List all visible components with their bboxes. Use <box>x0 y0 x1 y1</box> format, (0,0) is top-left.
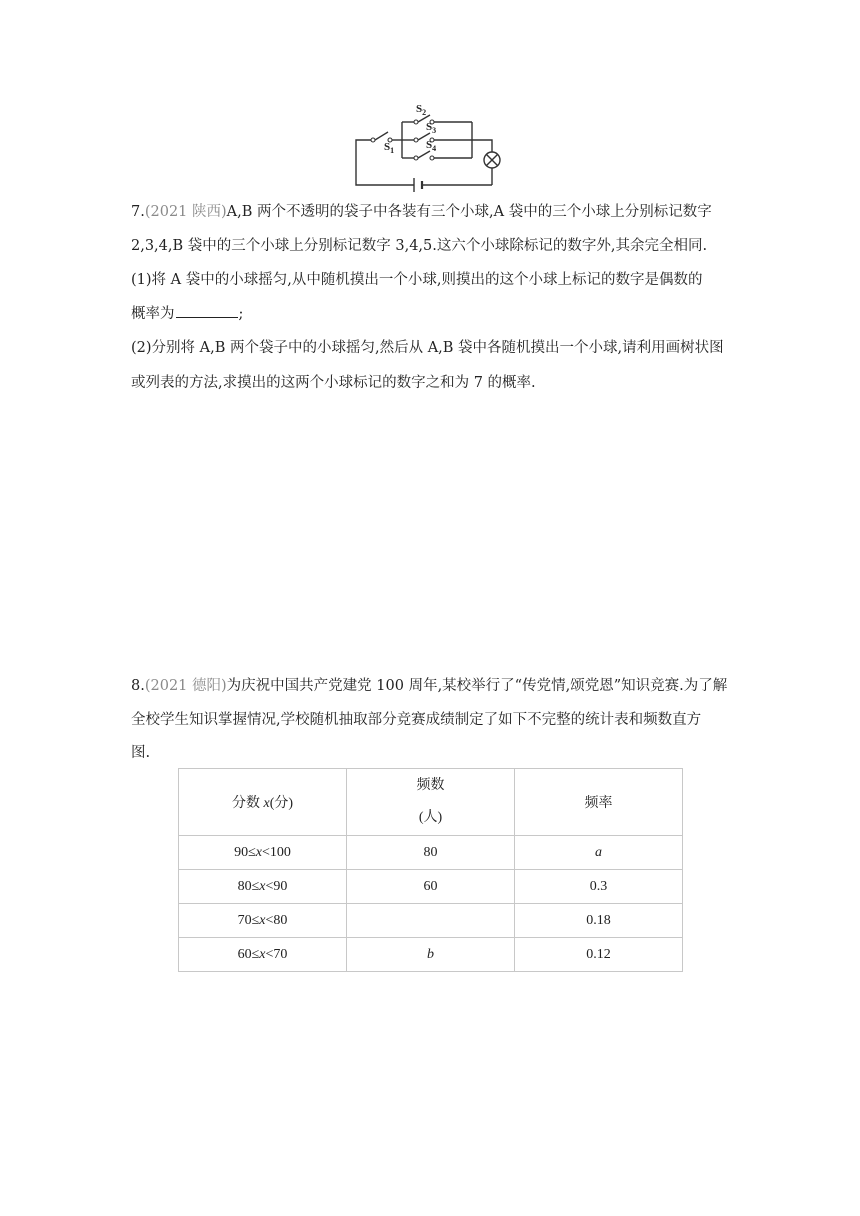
table-row <box>179 938 683 972</box>
frequency-value: 80 <box>347 836 515 870</box>
score-range: 90≤x<100 <box>179 836 347 870</box>
switch-s3-label: $S_3$ <box>426 121 437 135</box>
q8-number: 8. <box>131 678 145 694</box>
q7-source: (2021 陕西) <box>144 204 227 220</box>
q7-line-1 <box>131 202 733 222</box>
switch-s3-contact-a <box>414 138 418 142</box>
q7-part2-line-1: (2)分别将 A,B 两个袋子中的小球摇匀,然后从 A,B 袋中各随机摸出一个小球,请利用画树状图 <box>131 340 724 356</box>
header-frequency: 频数 (人) <box>347 769 515 836</box>
switch-s1-blade <box>375 132 388 140</box>
q7-text-1: A,B 两个不透明的袋子中各装有三个小球,A 袋中的三个小球上分别标记数字 <box>226 204 712 220</box>
q7-number: 7. <box>131 204 145 220</box>
q7-part1-prefix: 概率为 <box>131 306 175 322</box>
table-row <box>179 904 683 938</box>
header-score: 分数 x(分) <box>179 769 347 836</box>
switch-s4-label: $S_4$ <box>426 139 437 153</box>
frequency-value: 60 <box>347 870 515 904</box>
rate-value: a <box>515 836 683 870</box>
q8-source: (2021 德阳) <box>144 678 227 694</box>
q8-line-2: 全校学生知识掌握情况,学校随机抽取部分竞赛成绩制定了如下不完整的统计表和频数直方 <box>131 712 702 728</box>
score-range: 80≤x<90 <box>179 870 347 904</box>
score-range: 70≤x<80 <box>179 904 347 938</box>
rate-value: 0.12 <box>515 938 683 972</box>
q8-text-1: 为庆祝中国共产党建党 100 周年,某校举行了“传党情,颂党恩”知识竞赛.为了解 <box>226 678 728 694</box>
rate-value: 0.3 <box>515 870 683 904</box>
score-range: 60≤x<70 <box>179 938 347 972</box>
frequency-value <box>347 904 515 938</box>
q7-part2-line-2: 或列表的方法,求摸出的这两个小球标记的数字之和为 7 的概率. <box>131 375 536 391</box>
frequency-value: b <box>347 938 515 972</box>
score-frequency-table <box>178 768 683 972</box>
q7-line-2: 2,3,4,B 袋中的三个小球上分别标记数字 3,4,5.这六个小球除标记的数字外,其余完全相同. <box>131 238 708 254</box>
switch-s1-label: $S_1$ <box>384 141 395 155</box>
switch-s2-label: $S_2$ <box>416 103 427 117</box>
answer-blank[interactable] <box>176 303 238 318</box>
switch-s4-contact-b <box>430 156 434 160</box>
table-row <box>179 836 683 870</box>
q8-line-3: 图. <box>131 745 151 761</box>
q7-part1-line-1: (1)将 A 袋中的小球摇匀,从中随机摸出一个小球,则摸出的这个小球上标记的数字是偶数的 <box>131 272 703 288</box>
q7-part1-suffix: ; <box>238 306 244 322</box>
table-header-row <box>179 769 683 836</box>
switch-s4-blade <box>418 151 430 158</box>
header-rate: 频率 <box>515 769 683 836</box>
switch-s1-contact-a <box>371 138 375 142</box>
switch-s2-contact-a <box>414 120 418 124</box>
switch-s4-contact-a <box>414 156 418 160</box>
q8-line-1 <box>131 676 733 696</box>
table-row <box>179 870 683 904</box>
circuit-diagram <box>352 100 504 192</box>
rate-value: 0.18 <box>515 904 683 938</box>
q7-part1-line-2 <box>131 303 733 324</box>
circuit-wire-right-top <box>472 140 492 152</box>
